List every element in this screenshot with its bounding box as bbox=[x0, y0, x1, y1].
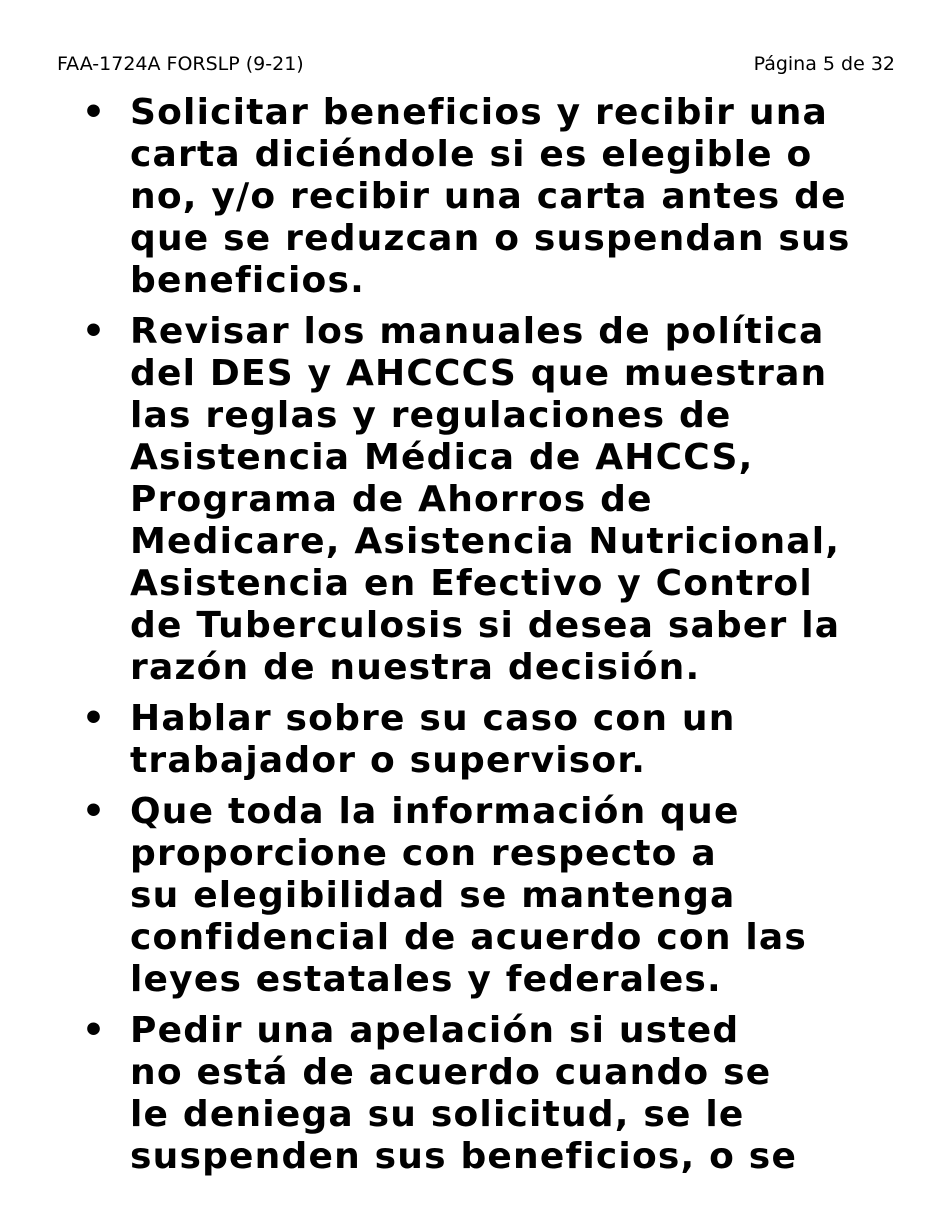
page-number: Página 5 de 32 bbox=[753, 53, 895, 75]
list-item-text: Revisar los manuales de política del DES y AHCCCS que muestran las reglas y regulaciones de Asistencia Médica de AHCCS, Programa de Ahorros de Medicare, Asistencia Nutricional, Asistencia en Efectivo y Control de Tuberculosis si desea saber la razón de nuestra decisión. bbox=[130, 311, 841, 688]
list-item-text: Que toda la información que proporcione con respecto a su elegibilidad se mantenga confidencial de acuerdo con las leyes estatales y federales. bbox=[130, 791, 808, 1000]
list-item-text: Solicitar beneficios y recibir una carta diciéndole si es elegible o no, y/o recibir una carta antes de que se reduzcan o suspendan sus beneficios. bbox=[130, 92, 851, 301]
bullet-icon: • bbox=[82, 791, 106, 832]
bullet-icon: • bbox=[82, 698, 106, 739]
list-item bbox=[82, 1010, 882, 1178]
list-item bbox=[82, 311, 882, 689]
bullet-icon: • bbox=[82, 1010, 106, 1051]
list-item bbox=[82, 92, 882, 302]
list-item-text: Pedir una apelación si usted no está de acuerdo cuando se le deniega su solicitud, se le suspenden sus beneficios, o se bbox=[130, 1010, 798, 1177]
rights-bullet-list bbox=[82, 92, 882, 1187]
list-item bbox=[82, 698, 882, 782]
list-item-text: Hablar sobre su caso con un trabajador o supervisor. bbox=[130, 698, 736, 781]
form-id: FAA-1724A FORSLP (9-21) bbox=[57, 53, 304, 75]
bullet-icon: • bbox=[82, 311, 106, 352]
list-item bbox=[82, 791, 882, 1001]
bullet-icon: • bbox=[82, 92, 106, 133]
page-header bbox=[57, 52, 895, 76]
